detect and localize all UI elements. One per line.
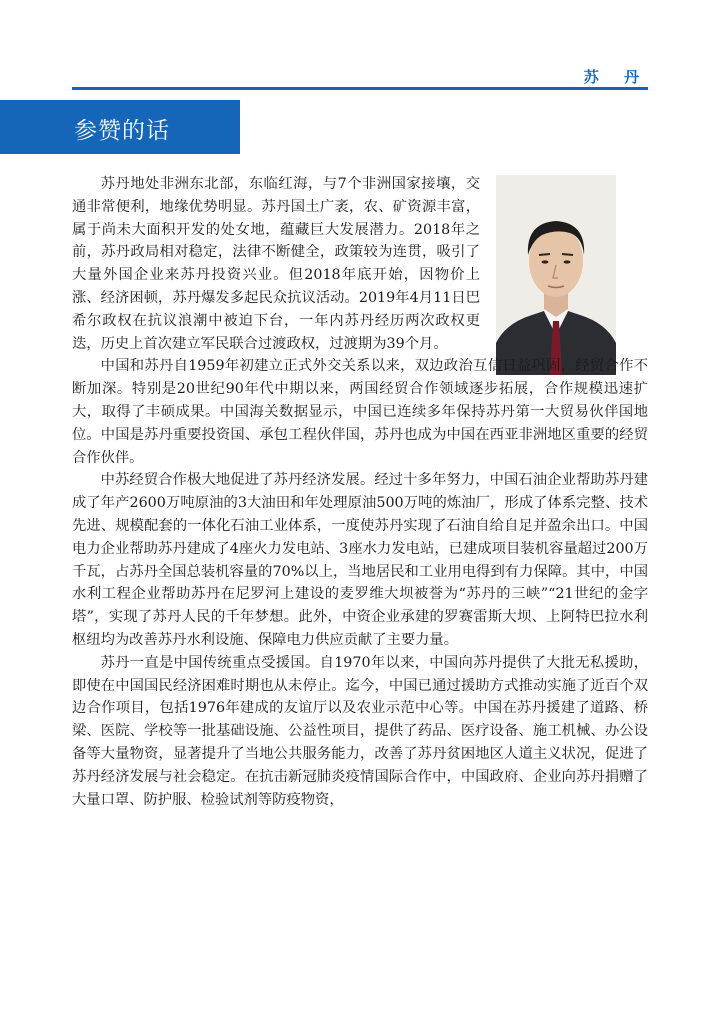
paragraph-3: 中苏经贸合作极大地促进了苏丹经济发展。经过十多年努力，中国石油企业帮助苏丹建成了年产2600万吨原油的3大油田和年处理原油500万吨的炼油厂，形成了体系完整、技术先进、规模配套的一体化石油工业体系，一度使苏丹实现了石油自给自足并盈余出口。中国电力企业帮助苏丹建成了4座火力发电站、3座水力发电站，已建成项目装机容量超过200万千瓦，占苏丹全国总装机容量的70%以上，当地居民和工业用电得到有力保障。其中，中国水利工程企业帮助苏丹在尼罗河上建设的麦罗维大坝被誉为“苏丹的三峡”“21世纪的金字塔”，实现了苏丹人民的千年梦想。此外，中资企业承建的罗赛雷斯大坝、上阿特巴拉水利枢纽均为改善苏丹水利设施、保障电力供应贡献了主要力量。 <box>72 472 648 648</box>
paragraph-1: 苏丹地处非洲东北部，东临红海，与7个非洲国家接壤，交通非常便利，地缘优势明显。苏丹国土广袤，农、矿资源丰富，属于尚未大面积开发的处女地，蕴藏巨大发展潜力。2018年之前，苏丹政局相对稳定，法律不断健全，政策较为连贯，吸引了大量外国企业来苏丹投资兴业。但2018年底开始，因物价上涨、经济困顿，苏丹爆发多起民众抗议活动。2019年4月11日巴希尔政权在抗议浪潮中被迫下台，一年内苏丹经历两次政权更迭，历史上首次建立军民联合过渡政权，过渡期为39个月。 <box>72 176 480 352</box>
paragraph-2: 中国和苏丹自1959年初建立正式外交关系以来，双边政治互信日益巩固，经贸合作不断加深。特别是20世纪90年代中期以来，两国经贸合作领域逐步拓展，合作规模迅速扩大，取得了丰硕成果。中国海关数据显示，中国已连续多年保持苏丹第一大贸易伙伴国地位。中国是苏丹重要投资国、承包工程伙伴国，苏丹也成为中国在西亚非洲地区重要的经贸合作伙伴。 <box>72 358 648 466</box>
article-body <box>72 173 648 811</box>
header-divider <box>72 87 648 90</box>
header-country-label: 苏 丹 <box>583 68 649 86</box>
paragraph-4: 苏丹一直是中国传统重点受援国。自1970年以来，中国向苏丹提供了大批无私援助，即使在中国国民经济困难时期也从未停止。迄今，中国已通过援助方式推动实施了近百个双边合作项目，包括1976年建成的友谊厅以及农业示范中心等。中国在苏丹援建了道路、桥梁、医院、学校等一批基础设施、公益性项目，提供了药品、医疗设备、施工机械、办公设备等大量物资，显著提升了当地公共服务能力，改善了苏丹贫困地区人道主义状况，促进了苏丹经济发展与社会稳定。在抗击新冠肺炎疫情国际合作中，中国政府、企业向苏丹捐赠了大量口罩、防护服、检验试剂等防疫物资， <box>72 654 648 808</box>
section-title: 参赞的话 <box>74 118 170 144</box>
